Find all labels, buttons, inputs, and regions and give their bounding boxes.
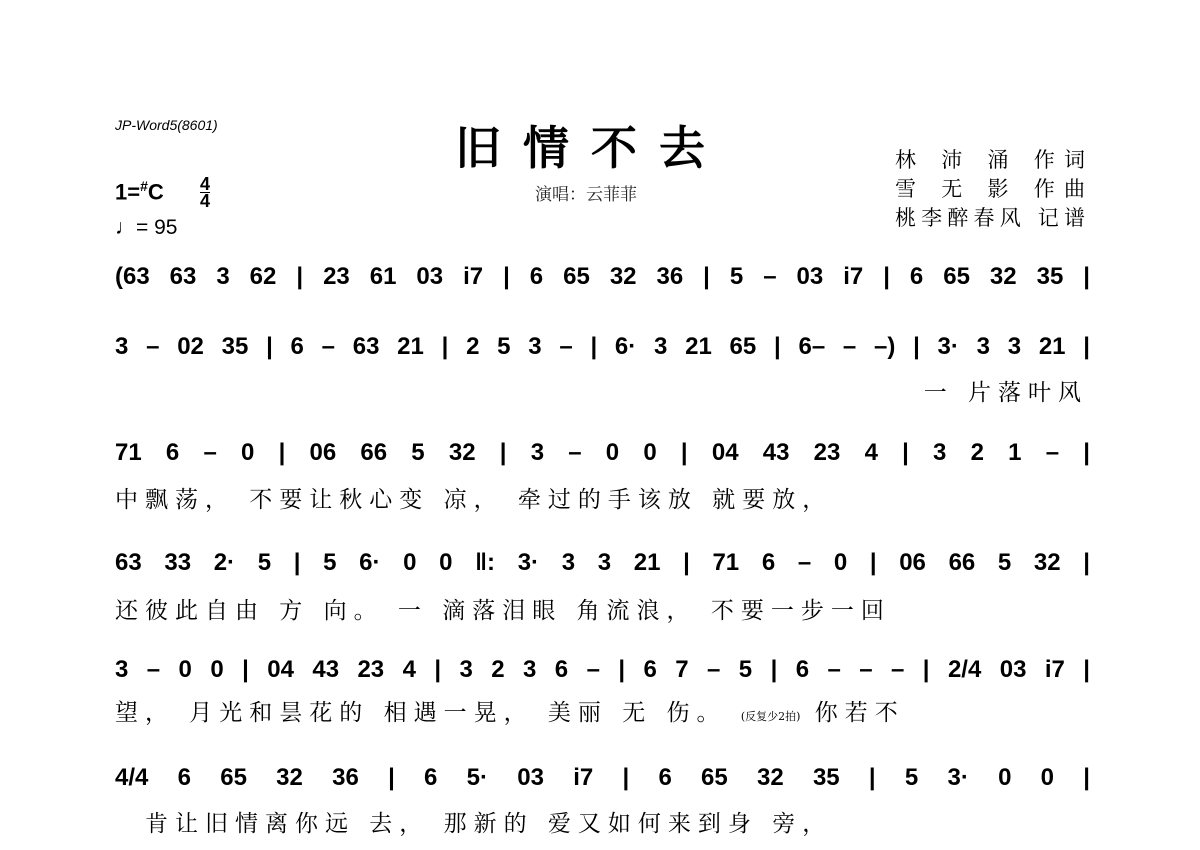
- composer-credit: 雪 无 影 作曲: [895, 177, 1085, 201]
- score-line-5-lyrics-tail: 你若不: [814, 700, 905, 726]
- score-line-3-lyrics: 中飘荡， 不要让秋心变 凉， 牵过的手该放 就要放，: [115, 487, 833, 513]
- tempo-marking: ♩= 95: [115, 216, 178, 239]
- repeat-note: (反复少2拍): [740, 710, 801, 723]
- time-denominator: 4: [200, 191, 211, 211]
- score-line-6-notes: 4/4 6 65 32 36 | 6 5· 03 i7 | 6 65 32 35 | 5 3· 0 0 |: [115, 764, 1090, 791]
- time-numerator: 4: [200, 174, 211, 194]
- score-line-5-lyrics: 望， 月光和昙花的 相遇一晃， 美丽 无 伤。: [115, 700, 727, 726]
- lyricist-credit: 林 沛 涌 作词: [895, 148, 1085, 172]
- score-line-2-notes: 3 – 02 35 | 6 – 63 21 | 2 5 3 – | 6· 3 21 65 | 6– – –) | 3· 3 3 21 |: [115, 333, 1090, 360]
- time-signature: [200, 176, 210, 209]
- sharp-symbol: #: [140, 178, 148, 194]
- score-line-6-lyrics: 肯让旧情离你远 去， 那新的 爱又如何来到身 旁，: [145, 811, 833, 837]
- singer-credit: 演唱：云菲菲: [535, 185, 637, 205]
- key-signature: [115, 178, 164, 205]
- score-line-4-notes: 63 33 2· 5 | 5 6· 0 0 ‖: 3· 3 3 21 | 71 6 – 0 | 06 66 5 32 |: [115, 549, 1090, 576]
- transcriber-credit: 桃李醉春风 记谱: [895, 206, 1085, 230]
- score-line-1-notes: (63 63 3 62 | 23 61 03 i7 | 6 65 32 36 | 5 – 03 i7 | 6 65 32 35 |: [115, 263, 1090, 290]
- score-line-3-notes: 71 6 – 0 | 06 66 5 32 | 3 – 0 0 | 04 43 23 4 | 3 2 1 – |: [115, 439, 1090, 466]
- score-line-2-lyrics: 一 片落叶风: [923, 380, 1088, 406]
- key-prefix: 1=: [115, 179, 141, 205]
- score-line-5-lyrics-group: [115, 694, 905, 727]
- key-note: C: [147, 179, 164, 205]
- song-title: 旧情不去: [455, 121, 727, 175]
- score-line-5-notes: 3 – 0 0 | 04 43 23 4 | 3 2 3 6 – | 6 7 – 5 | 6 – – – | 2/4 03 i7 |: [115, 656, 1090, 683]
- score-line-4-lyrics: 还彼此自由 方 向。 一 滴落泪眼 角流浪， 不要一步一回: [115, 598, 891, 624]
- credits-block: [895, 146, 1085, 233]
- software-label: JP-Word5(8601): [115, 117, 218, 133]
